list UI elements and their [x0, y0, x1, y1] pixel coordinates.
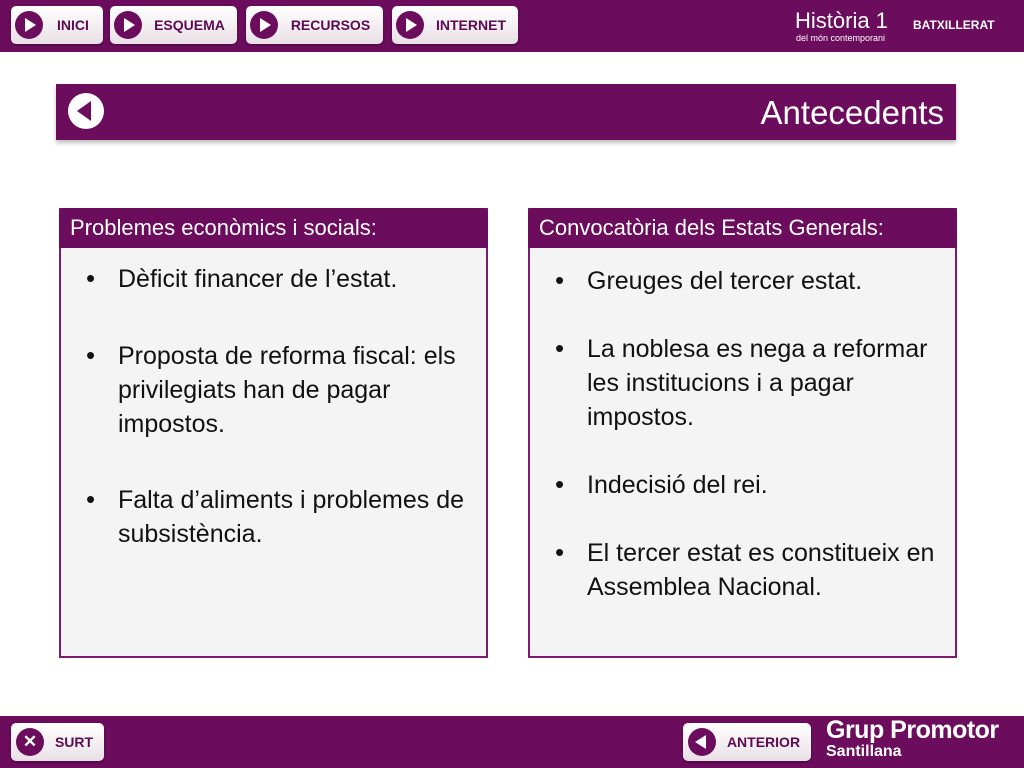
- nav-button-label: INTERNET: [436, 17, 506, 33]
- list-item: • Falta d’aliments i problemes de subsistència.: [83, 483, 483, 551]
- panel-heading: Convocatòria dels Estats Generals:: [528, 208, 957, 248]
- page-title-bar: [56, 84, 956, 140]
- nav-button-internet[interactable]: [392, 6, 518, 44]
- play-icon: [250, 11, 278, 39]
- list-item: • Dèficit financer de l’estat.: [83, 262, 483, 296]
- nav-button-label: ESQUEMA: [154, 17, 225, 33]
- nav-button-label: INICI: [57, 17, 89, 33]
- bullet-list: [552, 264, 952, 604]
- exit-button[interactable]: [11, 723, 104, 761]
- bottom-bar: [0, 716, 1024, 768]
- previous-icon: [688, 728, 716, 756]
- close-icon: ✕: [16, 728, 44, 756]
- publisher-logo-line2: Santillana: [826, 743, 902, 760]
- exit-button-label: SURT: [54, 734, 94, 750]
- list-item: • Greuges del tercer estat.: [552, 264, 952, 298]
- publisher-logo-line1: Grup Promotor: [826, 716, 999, 744]
- previous-button[interactable]: [683, 723, 811, 761]
- play-icon: [114, 11, 142, 39]
- list-item: • La noblesa es nega a reformar les institucions i a pagar impostos.: [552, 332, 952, 434]
- list-item: • Proposta de reforma fiscal: els privilegiats han de pagar impostos.: [83, 339, 483, 441]
- top-nav-bar: [0, 0, 1024, 52]
- play-icon: [15, 11, 43, 39]
- play-icon: [396, 11, 424, 39]
- list-item: • Indecisió del rei.: [552, 468, 952, 502]
- panel-heading: Problemes econòmics i socials:: [59, 208, 488, 248]
- list-item: • El tercer estat es constitueix en Assemblea Nacional.: [552, 536, 952, 604]
- brand-tag: BATXILLERAT: [913, 18, 995, 32]
- previous-button-label: ANTERIOR: [726, 734, 801, 750]
- panel-estats-generals: [528, 208, 957, 658]
- nav-button-recursos[interactable]: [246, 6, 383, 44]
- nav-button-esquema[interactable]: [110, 6, 237, 44]
- brand-subtitle: del món contemporani: [796, 33, 886, 43]
- back-arrow-icon[interactable]: [68, 93, 104, 129]
- panel-economic-social: [59, 208, 488, 658]
- nav-button-inici[interactable]: [11, 6, 103, 44]
- page-title: Antecedents: [760, 94, 944, 131]
- nav-button-label: RECURSOS: [290, 17, 371, 33]
- bullet-list: [83, 262, 483, 551]
- brand-title: Història 1: [795, 8, 888, 33]
